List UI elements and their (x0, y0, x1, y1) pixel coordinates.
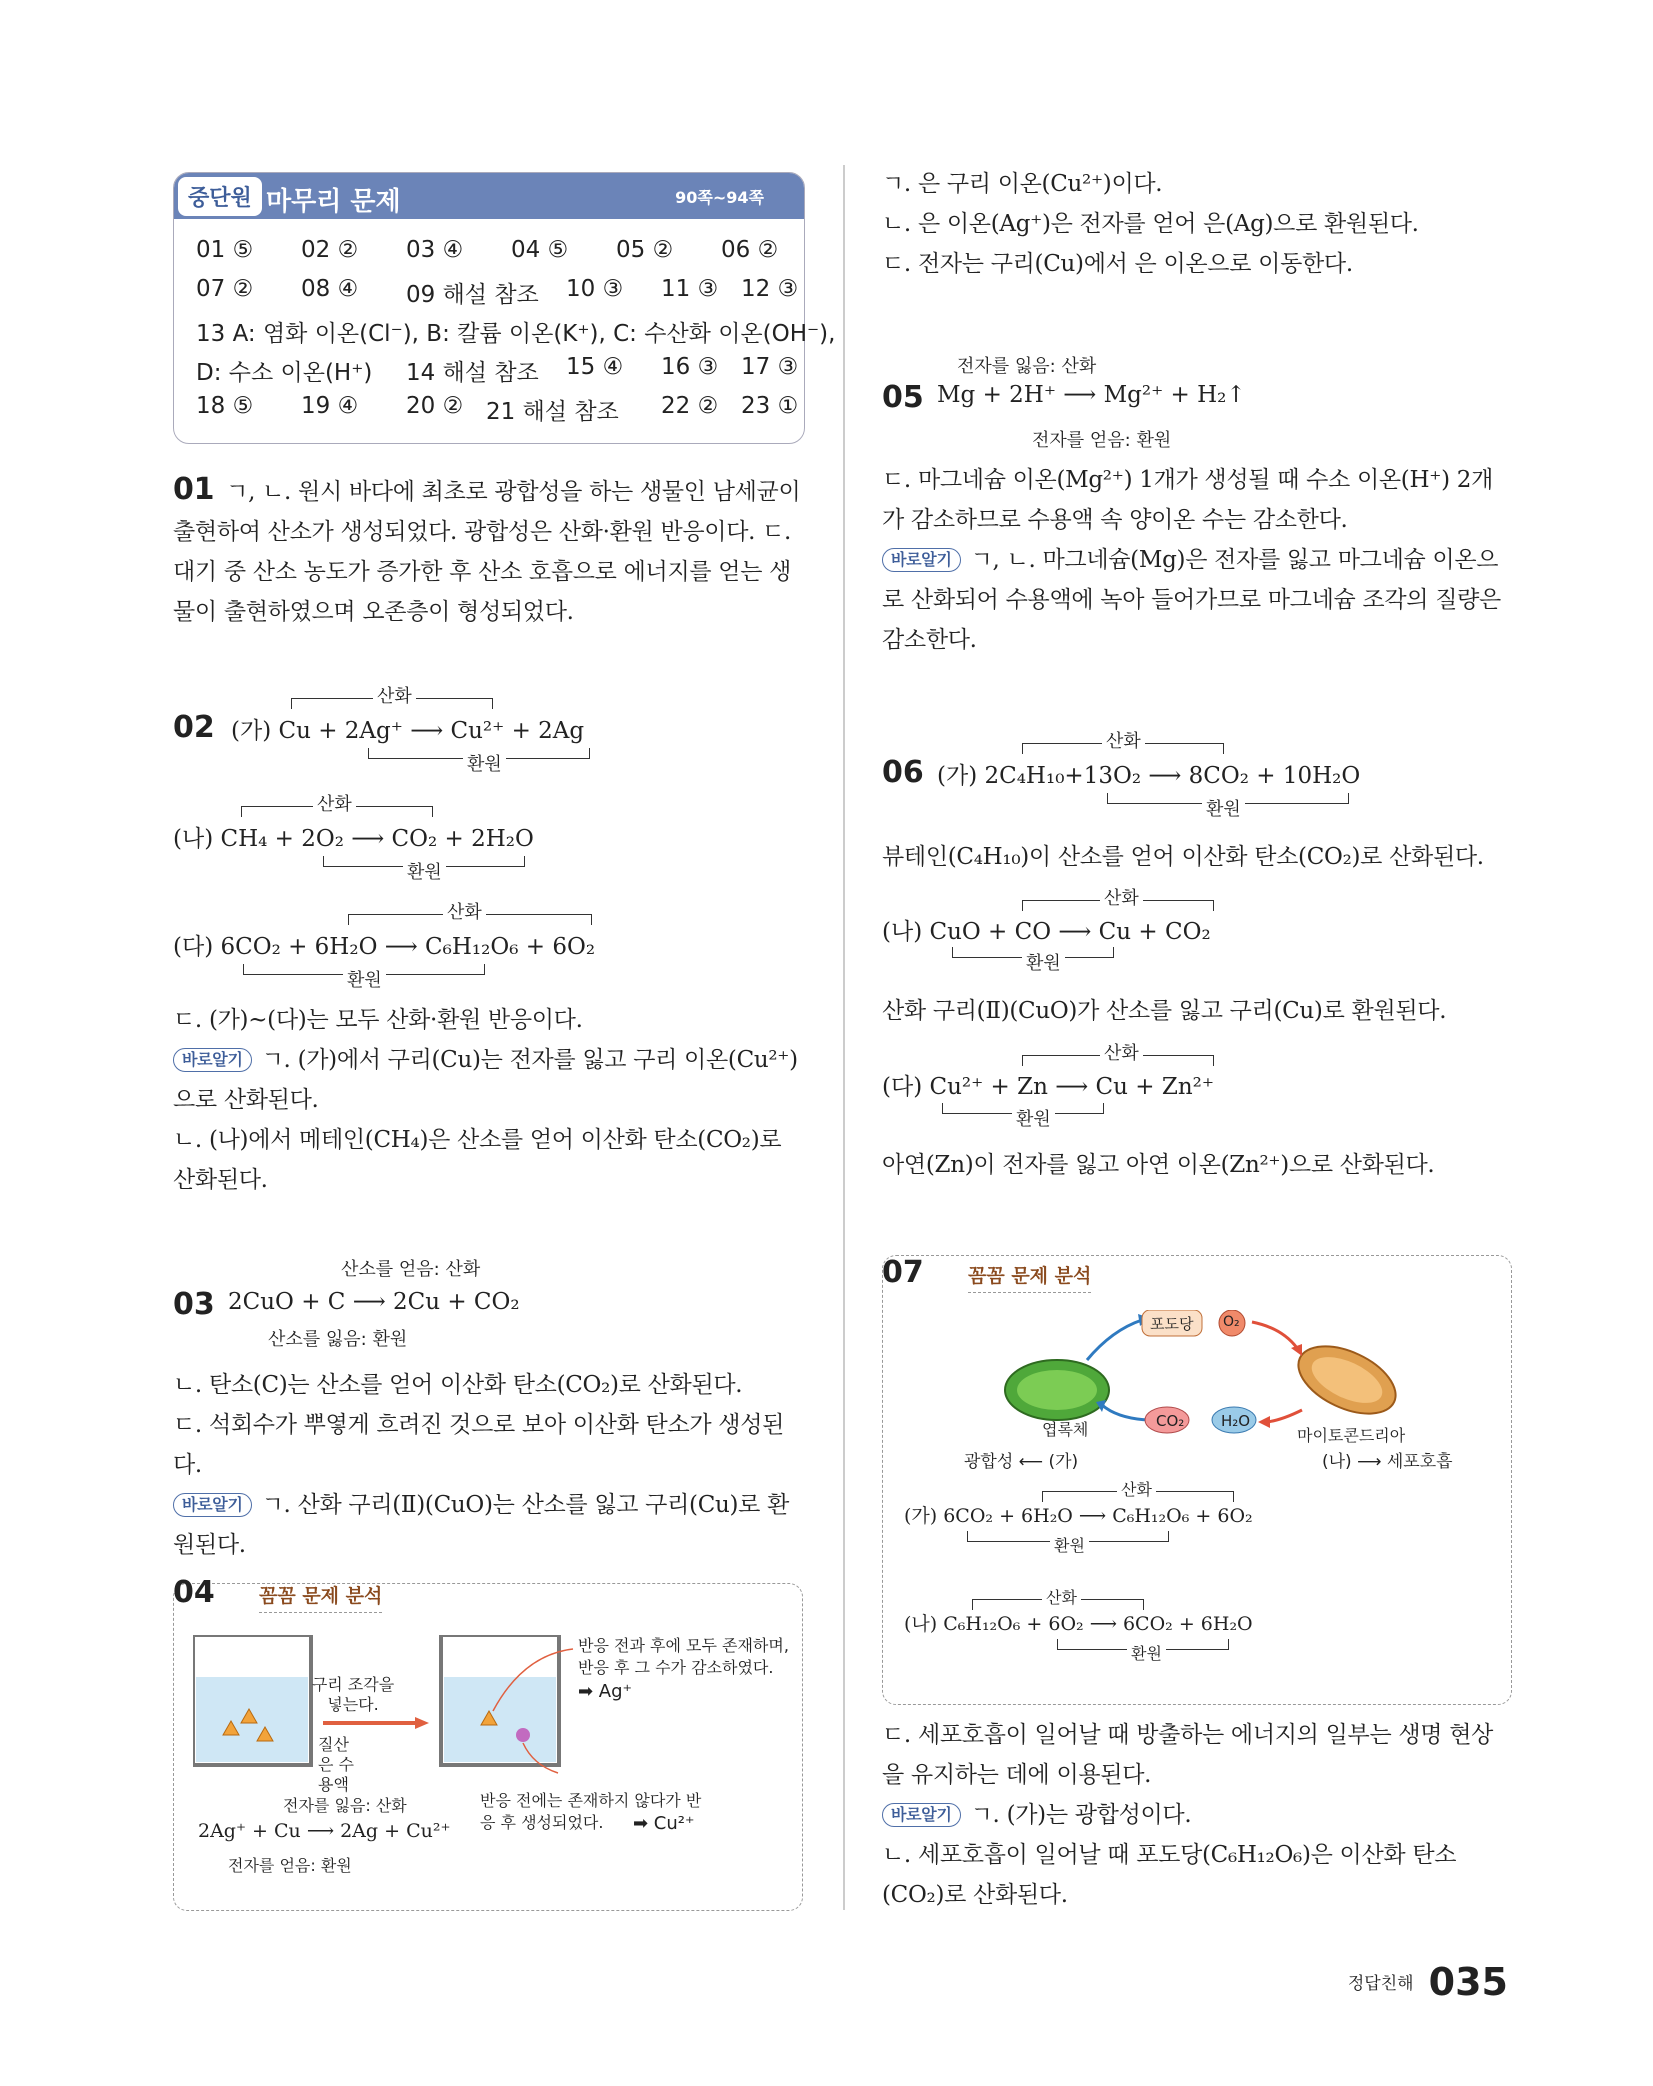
answer-item: 15 ④ (566, 354, 624, 380)
answer-item: 14 해설 참조 (406, 360, 539, 386)
answer-item: 08 ④ (301, 276, 359, 302)
note-cu-ion: ➡ Cu²⁺ (633, 1813, 695, 1834)
oxidation-label: 산화 (1102, 727, 1145, 753)
question-04 (173, 1575, 805, 1915)
oxidation-label: 산화 (1117, 1477, 1156, 1500)
question-05 (882, 350, 1514, 653)
answer-item: D: 수소 이온(H⁺) (196, 360, 373, 386)
answer-item: 07 ② (196, 276, 254, 302)
explanation: ㄷ. (가)~(다)는 모두 산화·환원 반응이다. (173, 1007, 583, 1033)
explanation: ㄱ. (가)에서 구리(Cu)는 전자를 잃고 구리 이온(Cu²⁺)으로 산화된다. (173, 1047, 798, 1113)
answer-item: 17 ③ (741, 354, 799, 380)
analysis-tag: 꼼꼼 문제 분석 (968, 1261, 1091, 1293)
oxidation-label: 전자를 잃음: 산화 (957, 356, 1097, 377)
oxidation-label: 산소를 얻음: 산화 (341, 1259, 481, 1280)
answer-item: 06 ② (721, 237, 779, 263)
equation-a: (가) 6CO₂ + 6H₂O ⟶ C₆H₁₂O₆ + 6O₂ (904, 1505, 1253, 1527)
answer-item: 20 ② (406, 393, 464, 419)
question-02 (173, 680, 805, 1220)
section-title: 마무리 문제 (266, 187, 401, 217)
reduction-label: 환원 (1202, 795, 1245, 821)
answer-item: 21 해설 참조 (486, 399, 619, 425)
co2-label: CO₂ (1156, 1412, 1185, 1430)
answer-item: 22 ② (661, 393, 719, 419)
oxidation-label: 산화 (373, 682, 416, 708)
question-03 (173, 1255, 805, 1558)
reduction-label: 전자를 얻음: 환원 (228, 1856, 352, 1875)
answer-item: 04 ⑤ (511, 237, 569, 263)
answer-item: 23 ① (741, 393, 799, 419)
h2o-label: H₂O (1221, 1412, 1251, 1430)
question-06 (882, 725, 1514, 1195)
oxidation-label: 산화 (1100, 1039, 1143, 1065)
explanation: ㄴ. 탄소(C)는 산소를 얻어 이산화 탄소(CO₂)로 산화된다. (173, 1372, 743, 1398)
mitochondria-label: 마이토콘드리아 (1297, 1426, 1406, 1445)
question-07 (882, 1255, 1514, 1915)
oxidation-label: 산화 (443, 898, 486, 924)
explanation: ㄱ. 은 구리 이온(Cu²⁺)이다. (882, 171, 1163, 197)
equation-c: (다) 6CO₂ + 6H₂O ⟶ C₆H₁₂O₆ + 6O₂ (173, 934, 596, 960)
answer-item: 05 ② (616, 237, 674, 263)
equation-b: (나) CuO + CO ⟶ Cu + CO₂ (882, 919, 1211, 945)
explanation: ㄱ, ㄴ. 마그네슘(Mg)은 전자를 잃고 마그네슘 이온으로 산화되어 수용액에 녹아 들어가므로 마그네슘 조각의 질량은 감소한다. (882, 547, 1501, 653)
equation-a: (가) Cu + 2Ag⁺ ⟶ Cu²⁺ + 2Ag (231, 718, 585, 744)
question-number: 02 (173, 710, 215, 745)
glucose-label: 포도당 (1150, 1315, 1194, 1333)
page-footer (1348, 1960, 1508, 2004)
explanation: ㄷ. 전자는 구리(Cu)에서 은 이온으로 이동한다. (882, 251, 1353, 277)
question-text: ㄱ, ㄴ. 원시 바다에 최초로 광합성을 하는 생물인 남세균이 출현하여 산소가 생성되었다. 광합성은 산화·환원 반응이다. ㄷ. 대기 중 산소 농도가 증가한 후 산소 호흡으로 에너지를 얻는 생물이 출현하였으며 오존층이 형성되었다. (173, 479, 801, 625)
section-tag: 중단원 (178, 177, 262, 216)
answer-item: 10 ③ (566, 276, 624, 302)
note-ag-ion: ➡ Ag⁺ (578, 1681, 633, 1702)
explanation: ㄱ. (가)는 광합성이다. (970, 1802, 1192, 1828)
respiration-label: (나) ⟶ 세포호흡 (1322, 1452, 1453, 1472)
explanation: 아연(Zn)이 전자를 잃고 아연 이온(Zn²⁺)으로 산화된다. (882, 1152, 1435, 1178)
equation: 2CuO + C ⟶ 2Cu + CO₂ (228, 1289, 520, 1315)
o2-label: O₂ (1223, 1314, 1240, 1330)
equation: 2Ag⁺ + Cu ⟶ 2Ag + Cu²⁺ (198, 1820, 451, 1842)
answer-item: 09 해설 참조 (406, 282, 539, 308)
equation-a: (가) 2C₄H₁₀+13O₂ ⟶ 8CO₂ + 10H₂O (937, 763, 1361, 789)
reduction-label: 환원 (1127, 1641, 1166, 1664)
answer-box-header (174, 173, 804, 219)
oxidation-label: 전자를 잃음: 산화 (283, 1796, 407, 1815)
note-ag: 반응 전과 후에 모두 존재하며, 반응 후 그 수가 감소하였다. (578, 1636, 789, 1677)
answer-row-3: 13 A: 염화 이온(Cl⁻), B: 칼륨 이온(K⁺), C: 수산화 이온(OH⁻), (196, 321, 836, 347)
footer-label: 정답친해 (1347, 1974, 1414, 1994)
oxidation-label: 산화 (1042, 1585, 1081, 1608)
correction-badge: 바로알기 (173, 1048, 252, 1072)
question-number: 05 (882, 380, 924, 415)
page-number: 035 (1428, 1960, 1508, 2004)
question-number: 03 (173, 1287, 215, 1322)
explanation: ㄷ. 세포호흡이 일어날 때 방출하는 에너지의 일부는 생명 현상을 유지하는 데에 이용된다. (882, 1722, 1494, 1788)
answer-item: 11 ③ (661, 276, 719, 302)
explanation: ㄱ. 산화 구리(Ⅱ)(CuO)는 산소를 잃고 구리(Cu)로 환원된다. (173, 1492, 790, 1558)
answer-item: 18 ⑤ (196, 393, 254, 419)
question-number: 04 (173, 1575, 215, 1610)
answer-item: 02 ② (301, 237, 359, 263)
equation-b: (나) C₆H₁₂O₆ + 6O₂ ⟶ 6CO₂ + 6H₂O (904, 1613, 1253, 1635)
correction-badge: 바로알기 (882, 548, 961, 572)
analysis-tag: 꼼꼼 문제 분석 (259, 1581, 382, 1613)
answer-item: 12 ③ (741, 276, 799, 302)
instruction-label: 구리 조각을 넣는다. (311, 1675, 395, 1714)
answer-item: 19 ④ (301, 393, 359, 419)
answer-item: 03 ④ (406, 237, 464, 263)
answer-item: 01 ⑤ (196, 237, 254, 263)
question-number: 06 (882, 755, 924, 790)
q04-explanation (882, 164, 1514, 284)
photosynthesis-label: 광합성 ⟵ (가) (964, 1452, 1079, 1472)
reduction-label: 환원 (463, 750, 506, 776)
solution-label: 질산 은 수용액 (318, 1735, 354, 1794)
column-divider (843, 165, 845, 1910)
reduction-label: 전자를 얻음: 환원 (1032, 430, 1172, 451)
answer-item: 16 ③ (661, 354, 719, 380)
question-number: 07 (882, 1255, 924, 1290)
question-number: 01 (173, 472, 215, 507)
reduction-label: 환원 (403, 858, 446, 884)
explanation: ㄴ. 세포호흡이 일어날 때 포도당(C₆H₁₂O₆)은 이산화 탄소(CO₂)로 산화된다. (882, 1842, 1457, 1908)
chloroplast-label: 엽록체 (1042, 1420, 1089, 1439)
explanation: ㄷ. 마그네슘 이온(Mg²⁺) 1개가 생성될 때 수소 이온(H⁺) 2개가 감소하므로 수용액 속 양이온 수는 감소한다. (882, 467, 1494, 533)
oxidation-label: 산화 (313, 790, 356, 816)
reduction-label: 환원 (1050, 1533, 1089, 1556)
explanation: ㄴ. 은 이온(Ag⁺)은 전자를 얻어 은(Ag)으로 환원된다. (882, 211, 1419, 237)
equation: Mg + 2H⁺ ⟶ Mg²⁺ + H₂↑ (937, 382, 1246, 408)
equation-b: (나) CH₄ + 2O₂ ⟶ CO₂ + 2H₂O (173, 826, 534, 852)
reduction-label: 환원 (343, 966, 386, 992)
page-range: 90쪽~94쪽 (675, 188, 764, 207)
question-01 (173, 470, 805, 632)
explanation: ㄴ. (나)에서 메테인(CH₄)은 산소를 얻어 이산화 탄소(CO₂)로 산화된다. (173, 1127, 782, 1193)
explanation: 산화 구리(Ⅱ)(CuO)가 산소를 잃고 구리(Cu)로 환원된다. (882, 998, 1447, 1024)
correction-badge: 바로알기 (882, 1803, 961, 1827)
note-cu: 반응 전에는 존재하지 않다가 반응 후 생성되었다. (480, 1791, 702, 1832)
reduction-label: 환원 (1022, 949, 1065, 975)
explanation: ㄷ. 석회수가 뿌옇게 흐려진 것으로 보아 이산화 탄소가 생성된다. (173, 1412, 785, 1478)
explanation: 뷰테인(C₄H₁₀)이 산소를 얻어 이산화 탄소(CO₂)로 산화된다. (882, 844, 1484, 870)
answer-box (173, 172, 836, 444)
reduction-label: 환원 (1012, 1105, 1055, 1131)
reduction-label: 산소를 잃음: 환원 (268, 1329, 408, 1350)
correction-badge: 바로알기 (173, 1493, 252, 1517)
oxidation-label: 산화 (1100, 884, 1143, 910)
equation-c: (다) Cu²⁺ + Zn ⟶ Cu + Zn²⁺ (882, 1074, 1214, 1100)
